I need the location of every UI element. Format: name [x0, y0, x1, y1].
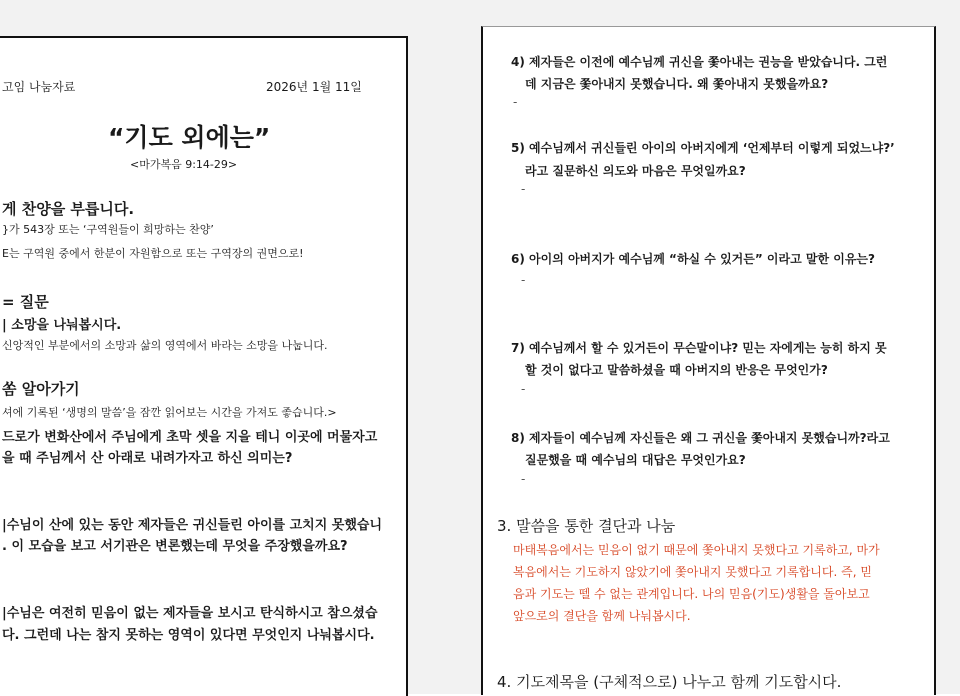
question-2-line-1: |수님이 산에 있는 동안 제자들은 귀신들린 아이를 고치지 못했습니	[2, 518, 383, 533]
question-7-line-2: 할 것이 없다고 말씀하셨을 때 아버지의 반응은 무엇인가?	[525, 363, 828, 377]
question-8-line-1: 8) 제자들이 예수님께 자신들은 왜 그 귀신을 쫓아내지 못했습니까?라고	[511, 431, 890, 445]
section-2-heading: = 질문	[2, 293, 49, 311]
question-5-line-1: 5) 예수님께서 귀신들린 아이의 아버지에게 ‘언제부터 이렇게 되었느냐?’	[511, 141, 895, 155]
answer-dash-8: -	[521, 472, 526, 486]
page-title: “기도 외에는”	[108, 123, 271, 152]
header-date: 2026년 1월 11일	[266, 80, 362, 94]
question-6-line-1: 6) 아이의 아버지가 예수님께 “하실 수 있거든” 이라고 말한 이유는?	[511, 252, 875, 266]
section-1-line-2: E는 구역원 중에서 한분이 자원함으로 또는 구역장의 권면으로!	[2, 247, 304, 260]
question-2-line-2: . 이 모습을 보고 서기관은 변론했는데 무엇을 주장했을까요?	[2, 539, 348, 554]
scripture-reference: <마가복음 9:14-29>	[130, 158, 238, 171]
right-page	[481, 26, 936, 695]
answer-dash-6: -	[521, 273, 526, 287]
question-5-line-2: 라고 질문하신 의도와 마음은 무엇일까요?	[525, 164, 746, 178]
section-4-heading: 4. 기도제목을 (구체적으로) 나누고 함께 기도합시다.	[497, 673, 842, 691]
answer-dash-4: -	[513, 95, 518, 109]
section-3-red-line-1: 마태복음에서는 믿음이 없기 때문에 쫓아내지 못했다고 기록하고, 마가	[513, 543, 880, 557]
question-8-line-2: 질문했을 때 예수님의 대답은 무엇인가요?	[525, 453, 746, 467]
question-1-line-1: 드로가 변화산에서 주님에게 초막 셋을 지을 테니 이곳에 머물자고	[2, 430, 378, 445]
section-3-heading: 3. 말씀을 통한 결단과 나눔	[497, 517, 676, 535]
question-7-line-1: 7) 예수님께서 할 수 있거든이 무슨말이냐? 믿는 자에게는 능히 하지 못	[511, 341, 887, 355]
left-page	[0, 36, 408, 696]
question-4-line-1: 4) 제자들은 이전에 예수님께 귀신을 쫓아내는 권능을 받았습니다. 그런	[511, 55, 888, 69]
question-3-line-1: |수님은 여전히 믿음이 없는 제자들을 보시고 탄식하시고 참으셨습	[2, 606, 378, 621]
header-group-label: 고임 나눔자료	[2, 80, 76, 94]
answer-dash-5: -	[521, 182, 526, 196]
section-3-red-line-3: 음과 기도는 뗄 수 없는 관계입니다. 나의 믿음(기도)생활을 돌아보고	[513, 587, 870, 601]
question-1-line-2: 을 때 주님께서 산 아래로 내려가자고 하신 의미는?	[2, 451, 293, 466]
section-3-red-line-2: 복음에서는 기도하지 않았기에 쫓아내지 못했다고 기록합니다. 즉, 믿	[513, 565, 872, 579]
section-1-line-1: }가 543장 또는 ‘구역원들이 희망하는 찬양’	[2, 223, 214, 236]
answer-dash-7: -	[521, 382, 526, 396]
question-3-line-2: 다. 그런데 나는 참지 못하는 영역이 있다면 무엇인지 나눠봅시다.	[2, 628, 375, 643]
section-3-heading: 쏨 알아가기	[2, 380, 80, 398]
section-2-subheading: | 소망을 나눠봅시다.	[2, 318, 122, 333]
question-4-line-2: 데 지금은 쫓아내지 못했습니다. 왜 쫓아내지 못했을까요?	[525, 77, 829, 91]
section-2-line: 신앙적인 부분에서의 소망과 삶의 영역에서 바라는 소망을 나눕니다.	[2, 339, 328, 352]
section-3-red-line-4: 앞으로의 결단을 함께 나눠봅시다.	[513, 609, 691, 623]
section-3-intro: 셔에 기록된 ‘생명의 말씀’을 잠깐 읽어보는 시간을 가져도 좋습니다.>	[2, 406, 337, 419]
section-1-heading: 게 찬양을 부릅니다.	[2, 200, 135, 218]
